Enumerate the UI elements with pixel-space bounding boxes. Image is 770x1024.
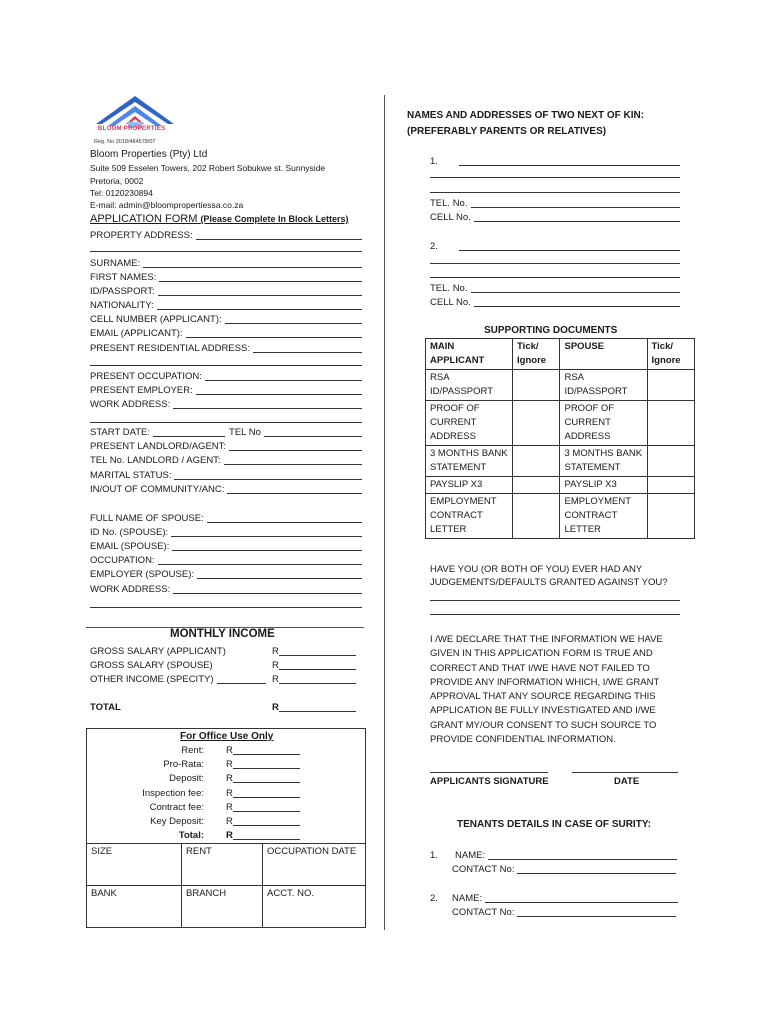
main-applicant-doc: EMPLOYMENT CONTRACT LETTER — [426, 494, 513, 539]
currency-symbol: R — [226, 773, 233, 784]
office-item-value[interactable] — [226, 759, 300, 770]
gross-applicant-label: GROSS SALARY (APPLICANT) — [90, 646, 226, 657]
currency-symbol: R — [272, 646, 279, 657]
other-income-label: OTHER INCOME (SPECITY) — [90, 674, 214, 685]
spouse-doc: PROOF OF CURRENT ADDRESS — [560, 401, 647, 446]
nationality-label: NATIONALITY: — [90, 300, 154, 311]
main-applicant-tick[interactable] — [513, 477, 560, 494]
rent-cell[interactable]: RENT — [182, 844, 263, 886]
date-label: DATE — [614, 776, 640, 787]
work-address-field[interactable] — [90, 398, 362, 411]
cell-number-label: CELL NUMBER (APPLICANT): — [90, 314, 222, 325]
spouse-tick[interactable] — [647, 446, 694, 477]
declaration-text — [430, 633, 663, 747]
nationality-field[interactable] — [90, 299, 362, 312]
tel-landlord-label: TEL No. LANDLORD / AGENT: — [90, 455, 221, 466]
office-item-label: Contract fee: — [149, 802, 204, 813]
community-field[interactable] — [90, 483, 362, 496]
spouse-doc: PAYSLIP X3 — [560, 477, 647, 494]
main-applicant-doc: PROOF OF CURRENT ADDRESS — [426, 401, 513, 446]
gross-applicant-value[interactable] — [272, 646, 356, 657]
office-item-value[interactable] — [226, 788, 300, 799]
spouse-tick[interactable] — [647, 494, 694, 539]
declaration-line: APPROVAL THAT ANY SOURCE REGARDING THIS — [430, 691, 656, 703]
surname-label: SURNAME: — [90, 258, 141, 269]
id-passport-field[interactable] — [90, 285, 362, 298]
surety-1-name-label: NAME: — [455, 850, 486, 861]
currency-symbol: R — [272, 674, 279, 685]
supporting-row — [426, 494, 695, 539]
kin-1-tel-field[interactable] — [430, 197, 680, 210]
surety-2-number: 2. — [430, 893, 438, 904]
office-item-label: Rent: — [181, 745, 204, 756]
form-title-sub: (Please Complete In Block Letters) — [200, 214, 349, 224]
email-label: EMAIL (APPLICANT): — [90, 328, 183, 339]
spouse-occupation-field[interactable] — [90, 554, 362, 567]
occupation-date-cell[interactable]: OCCUPATION DATE — [263, 844, 366, 886]
spouse-doc: EMPLOYMENT CONTRACT LETTER — [560, 494, 647, 539]
spouse-work-label: WORK ADDRESS: — [90, 584, 171, 595]
judgements-line-2: JUDGEMENTS/DEFAULTS GRANTED AGAINST YOU? — [430, 577, 668, 588]
surety-2-name-field[interactable] — [452, 893, 678, 904]
spouse-email-field[interactable] — [90, 540, 362, 553]
kin-1-cell-label: CELL No. — [430, 212, 471, 223]
kin-2-number: 2. — [430, 241, 438, 252]
main-applicant-tick[interactable] — [513, 401, 560, 446]
cell-number-field[interactable] — [90, 313, 362, 326]
company-address-2: Pretoria, 0002 — [90, 176, 144, 186]
tel-landlord-field[interactable] — [90, 454, 362, 467]
employer-field[interactable] — [90, 384, 362, 397]
marital-status-label: MARITAL STATUS: — [90, 470, 172, 481]
surname-field[interactable] — [90, 257, 362, 270]
kin-2-cell-label: CELL No. — [430, 297, 471, 308]
present-address-field[interactable] — [90, 342, 362, 355]
judgements-answer-2[interactable] — [430, 614, 680, 615]
surety-2-contact-label: CONTACT No: — [452, 907, 515, 918]
spouse-name-label: FULL NAME OF SPOUSE: — [90, 513, 204, 524]
currency-symbol: R — [226, 745, 233, 756]
occupation-field[interactable] — [90, 370, 362, 383]
judgements-answer-1[interactable] — [430, 600, 680, 601]
community-label: IN/OUT OF COMMUNITY/ANC: — [90, 484, 225, 495]
gross-spouse-label: GROSS SALARY (SPOUSE) — [90, 660, 213, 671]
kin-1-name-field[interactable] — [430, 155, 680, 168]
surety-2-name-label: NAME: — [452, 893, 483, 904]
total-label: TOTAL — [90, 702, 121, 713]
kin-title-1: NAMES AND ADDRESSES OF TWO NEXT OF KIN: — [407, 110, 645, 121]
email-field[interactable] — [90, 327, 362, 340]
employer-label: PRESENT EMPLOYER: — [90, 385, 193, 396]
logo-brand-text: BLOOM PROPERTIES — [98, 126, 166, 132]
declaration-line: I /WE DECLARE THAT THE INFORMATION WE HAVE — [430, 634, 663, 645]
first-names-label: FIRST NAMES: — [90, 272, 157, 283]
spouse-work-field[interactable] — [90, 583, 362, 596]
spouse-tick[interactable] — [647, 401, 694, 446]
surety-1-name-field[interactable] — [455, 850, 677, 861]
currency-symbol: R — [226, 816, 233, 827]
spouse-id-label: ID No. (SPOUSE): — [90, 527, 169, 538]
office-item-label: Inspection fee: — [142, 788, 204, 799]
declaration-line: CORRECT AND THAT I/WE HAVE NOT FAILED TO — [430, 662, 650, 674]
spouse-tick[interactable] — [647, 477, 694, 494]
first-names-field[interactable] — [90, 271, 362, 284]
office-title: For Office Use Only — [180, 731, 274, 742]
spouse-employer-field[interactable] — [90, 568, 362, 581]
total-value[interactable] — [272, 702, 356, 713]
column-divider — [384, 95, 385, 930]
company-tel: Tel: 0120230894 — [90, 188, 153, 198]
income-title: MONTHLY INCOME — [170, 628, 275, 640]
date-line[interactable] — [572, 772, 678, 773]
form-title — [90, 213, 348, 225]
signature-line[interactable] — [430, 772, 548, 773]
surety-1-number: 1. — [430, 850, 438, 861]
bottom-table — [86, 843, 366, 928]
main-applicant-tick[interactable] — [513, 446, 560, 477]
office-item-label: Pro-Rata: — [163, 759, 204, 770]
surety-2-contact-field[interactable] — [452, 907, 676, 918]
office-item-value[interactable] — [226, 802, 300, 813]
spouse-id-field[interactable] — [90, 526, 362, 539]
spouse-occupation-label: OCCUPATION: — [90, 555, 155, 566]
surety-title: TENANTS DETAILS IN CASE OF SURITY: — [457, 819, 652, 830]
kin-2-tel-label: TEL. No. — [430, 283, 468, 294]
spouse-email-label: EMAIL (SPOUSE): — [90, 541, 170, 552]
start-date-label: START DATE: — [90, 427, 151, 438]
spouse-employer-label: EMPLOYER (SPOUSE): — [90, 569, 194, 580]
office-item-value[interactable] — [226, 745, 300, 756]
currency-symbol: R — [272, 660, 279, 671]
currency-symbol: R — [272, 702, 279, 713]
bank-cell[interactable]: BANK — [87, 886, 182, 928]
supporting-row — [426, 401, 695, 446]
supporting-row — [426, 370, 695, 401]
supporting-row — [426, 446, 695, 477]
supporting-table — [425, 338, 695, 539]
office-item-value[interactable] — [226, 816, 300, 827]
header-main-applicant: MAIN APPLICANT — [426, 339, 513, 370]
main-applicant-doc: 3 MONTHS BANK STATEMENT — [426, 446, 513, 477]
work-address-label: WORK ADDRESS: — [90, 399, 171, 410]
spouse-doc: 3 MONTHS BANK STATEMENT — [560, 446, 647, 477]
office-item-label: Key Deposit: — [150, 816, 204, 827]
main-applicant-doc: PAYSLIP X3 — [426, 477, 513, 494]
main-applicant-tick[interactable] — [513, 370, 560, 401]
property-address-field[interactable] — [90, 229, 362, 242]
present-address-label: PRESENT RESIDENTIAL ADDRESS: — [90, 343, 250, 354]
other-income-value[interactable] — [272, 674, 356, 685]
supporting-row — [426, 477, 695, 494]
declaration-line: PROVIDE ANY INFORMATION WHICH, I/WE GRANT — [430, 676, 660, 688]
start-date-field[interactable] — [90, 426, 362, 439]
kin-2-name-field[interactable] — [430, 240, 680, 253]
tel-no-label: TEL No — [229, 427, 261, 438]
kin-1-tel-label: TEL. No. — [430, 198, 468, 209]
supporting-title: SUPPORTING DOCUMENTS — [484, 325, 618, 336]
office-item-value[interactable] — [226, 773, 300, 784]
marital-status-field[interactable] — [90, 469, 362, 482]
declaration-line: GRANT MY/OUR CONSENT TO SUCH SOURCE TO — [430, 719, 657, 731]
spouse-tick[interactable] — [647, 370, 694, 401]
gross-spouse-value[interactable] — [272, 660, 356, 671]
company-address-1: Suite 509 Esselen Towers, 202 Robert Sobukwe st. Sunnyside — [90, 163, 326, 173]
form-title-main: APPLICATION FORM — [90, 213, 198, 225]
company-email: E-mail: admin@bloompropertiessa.co.za — [90, 200, 244, 210]
header-tick-2: Tick/ Ignore — [647, 339, 694, 370]
branch-cell[interactable]: BRANCH — [182, 886, 263, 928]
declaration-line: GIVEN IN THIS APPLICATION FORM IS TRUE AND — [430, 648, 653, 660]
landlord-label: PRESENT LANDLORD/AGENT: — [90, 441, 227, 452]
kin-title-2: (PREFERABLY PARENTS OR RELATIVES) — [407, 126, 607, 137]
other-income-field[interactable] — [90, 674, 266, 685]
reg-number: Reg. No 2018/484578/07 — [94, 139, 156, 145]
currency-symbol: R — [226, 802, 233, 813]
office-item-label: Deposit: — [169, 773, 204, 784]
surety-1-contact-field[interactable] — [452, 864, 676, 875]
header-spouse: SPOUSE — [560, 339, 647, 370]
acct-no-cell[interactable]: ACCT. NO. — [263, 886, 366, 928]
main-applicant-tick[interactable] — [513, 494, 560, 539]
company-logo — [90, 94, 180, 142]
signature-label: APPLICANTS SIGNATURE — [430, 776, 549, 787]
kin-1-cell-field[interactable] — [430, 211, 680, 224]
landlord-field[interactable] — [90, 440, 362, 453]
declaration-line: PROVIDE CONFIDENTIAL INFORMATION. — [430, 734, 616, 746]
surety-1-contact-label: CONTACT No: — [452, 864, 515, 875]
kin-1-number: 1. — [430, 156, 438, 167]
currency-symbol: R — [226, 759, 233, 770]
kin-2-tel-field[interactable] — [430, 282, 680, 295]
office-item-label: Total: — [178, 830, 204, 841]
declaration-line: APPLICATION BE FULLY INVESTIGATED AND I/WE — [430, 705, 656, 717]
kin-2-cell-field[interactable] — [430, 296, 680, 309]
property-address-label: PROPERTY ADDRESS: — [90, 230, 193, 241]
office-item-value[interactable] — [226, 830, 300, 841]
currency-symbol: R — [226, 788, 233, 799]
spouse-doc: RSA ID/PASSPORT — [560, 370, 647, 401]
header-tick-1: Tick/ Ignore — [513, 339, 560, 370]
judgements-line-1: HAVE YOU (OR BOTH OF YOU) EVER HAD ANY — [430, 564, 643, 575]
main-applicant-doc: RSA ID/PASSPORT — [426, 370, 513, 401]
id-passport-label: ID/PASSPORT: — [90, 286, 155, 297]
size-cell[interactable]: SIZE — [87, 844, 182, 886]
occupation-label: PRESENT OCCUPATION: — [90, 371, 202, 382]
spouse-name-field[interactable] — [90, 512, 362, 525]
company-name: Bloom Properties (Pty) Ltd — [90, 149, 208, 160]
currency-symbol: R — [226, 830, 233, 841]
